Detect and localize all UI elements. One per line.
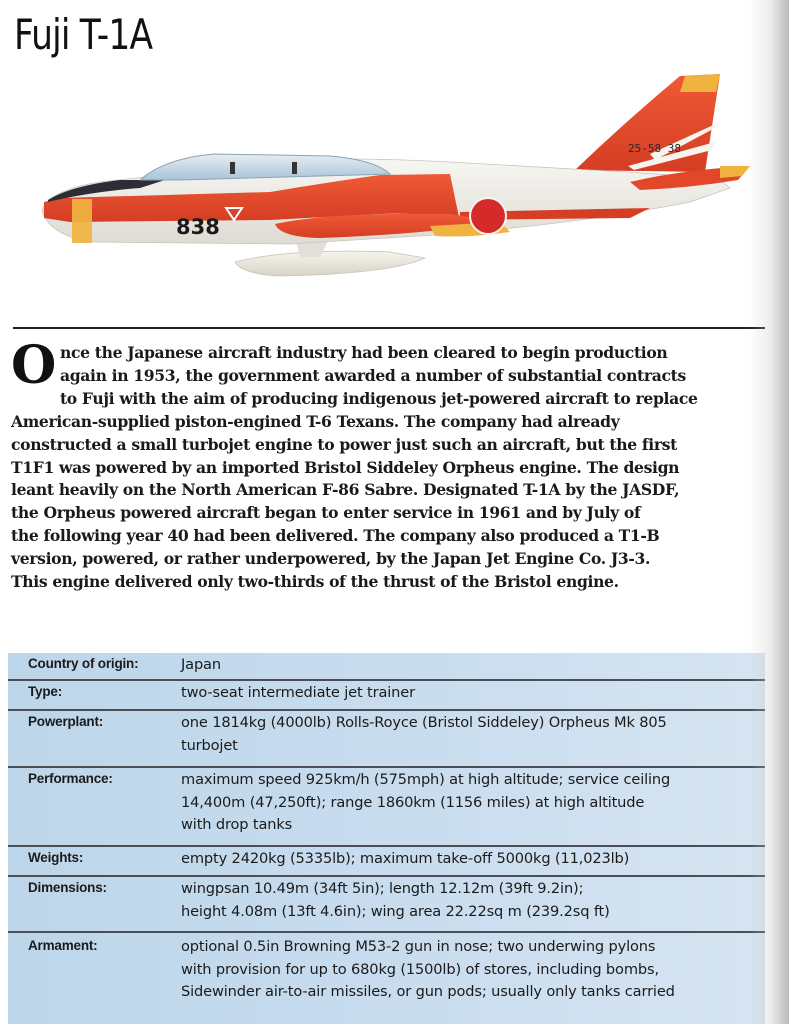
spec-label: Country of origin: — [28, 656, 139, 671]
drop-tank — [235, 251, 425, 276]
spec-value — [181, 654, 761, 677]
spec-value-line: two-seat intermediate jet trainer — [181, 684, 415, 701]
spec-value-line: one 1814kg (4000lb) Rolls-Royce (Bristol Siddeley) Orpheus Mk 805 — [181, 714, 667, 731]
aircraft-illustration — [30, 62, 760, 292]
section-divider — [13, 327, 765, 329]
spec-label: Powerplant: — [28, 714, 104, 729]
spec-value — [181, 936, 761, 1004]
spec-label: Dimensions: — [28, 880, 107, 895]
body-line: constructed a small turbojet engine to power just such an aircraft, but the first — [11, 434, 677, 454]
spec-value-line: Japan — [181, 656, 221, 673]
spec-value-line: optional 0.5in Browning M53-2 gun in nose; two underwing pylons — [181, 938, 656, 955]
tail-fin-tip — [680, 74, 720, 92]
spec-value-line: turbojet — [181, 736, 238, 754]
spec-value-line: maximum speed 925km/h (575mph) at high altitude; service ceiling — [181, 771, 671, 788]
body-line: This engine delivered only two-thirds of the thrust of the Bristol engine. — [11, 572, 619, 592]
body-line: version, powered, or rather underpowered, by the Japan Jet Engine Co. J3-3. — [11, 549, 651, 569]
body-line: the following year 40 had been delivered. The company also produced a T1-B — [11, 526, 660, 546]
spec-value-line: height 4.08m (13ft 4.6in); wing area 22.22sq m (239.2sq ft) — [181, 902, 610, 920]
spec-value-line: with provision for up to 680kg (1500lb) of stores, including bombs, — [181, 960, 659, 978]
spec-value-line: 14,400m (47,250ft); range 1860km (1156 miles) at high altitude — [181, 793, 645, 811]
spec-value-line: Sidewinder air-to-air missiles, or gun pods; usually only tanks carried — [181, 983, 675, 1000]
spec-value-line: empty 2420kg (5335lb); maximum take-off 5000kg (11,023lb) — [181, 850, 630, 867]
spec-label: Armament: — [28, 938, 98, 953]
article-body — [11, 335, 756, 594]
spec-row-dimensions — [8, 877, 765, 933]
spec-label: Performance: — [28, 771, 113, 786]
spec-row-type — [8, 681, 765, 711]
body-line: American-supplied piston-engined T-6 Texans. The company had already — [11, 411, 620, 431]
spec-value-line: with drop tanks — [181, 816, 293, 833]
tail-code: 25-58 38 — [628, 142, 681, 155]
body-line: again in 1953, the government awarded a number of substantial contracts — [59, 365, 686, 385]
body-line: to Fuji with the aim of producing indigenous jet-powered aircraft to replace — [59, 388, 698, 408]
spec-value — [181, 848, 761, 871]
spec-value — [181, 682, 761, 705]
spec-row-powerplant — [8, 711, 765, 768]
nose-number: 838 — [176, 215, 220, 239]
spec-label: Type: — [28, 684, 63, 699]
spec-row-armament — [8, 935, 765, 1024]
spec-label: Weights: — [28, 850, 84, 865]
body-line: leant heavily on the North American F-86 Sabre. Designated T-1A by the JASDF, — [11, 480, 680, 500]
spec-row-performance — [8, 768, 765, 847]
spec-row-weights — [8, 847, 765, 877]
spec-value-line: wingpsan 10.49m (34ft 5in); length 12.12m (39ft 9.2in); — [181, 880, 584, 897]
nose-band — [72, 199, 92, 243]
page-title: Fuji T-1A — [14, 10, 153, 59]
spec-value — [181, 769, 761, 837]
body-line: nce the Japanese aircraft industry had been cleared to begin production — [59, 343, 668, 362]
drop-cap: O — [11, 335, 56, 396]
specifications-table — [8, 653, 765, 1024]
spec-row-country — [8, 653, 765, 681]
body-line: the Orpheus powered aircraft began to enter service in 1961 and by July of — [11, 503, 641, 523]
body-line: T1F1 was powered by an imported Bristol Siddeley Orpheus engine. The design — [11, 457, 680, 477]
spec-value — [181, 878, 761, 923]
spec-value — [181, 712, 761, 757]
